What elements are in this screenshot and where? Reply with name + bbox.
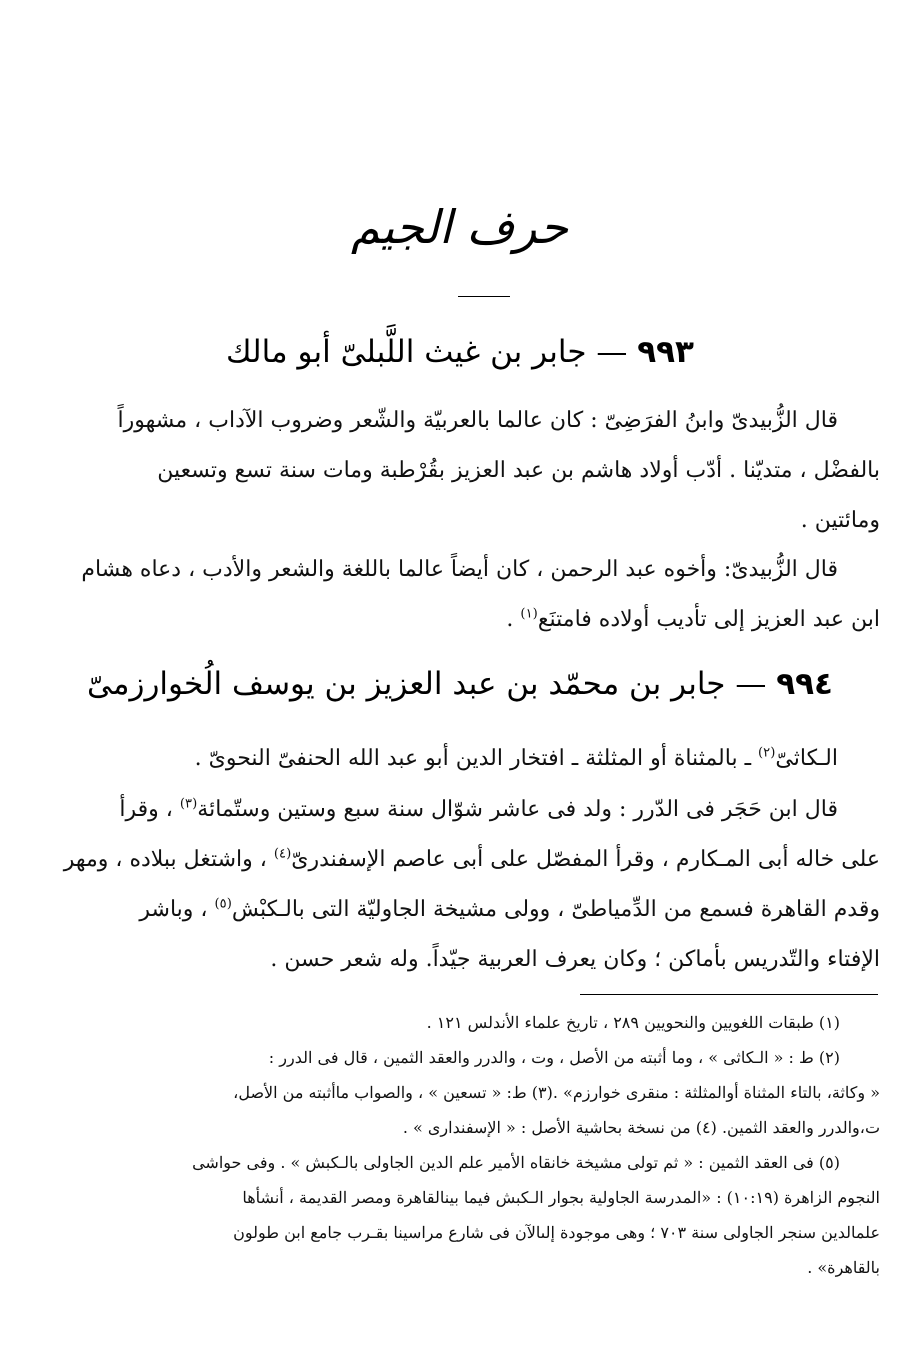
- letter-heading: حرف الجيم: [350, 200, 569, 254]
- entry-993-paragraph-1: [117, 396, 880, 546]
- text-segment: على خاله أبى المـكارم ، وقرأ المفصّل على أبى عاصم الإسفندرىّ: [291, 847, 880, 872]
- footnote-line: (٢) ط : « الـكاثى » ، وما أثبته من الأصل ، وت ، والدرر والعقد الثمين ، قال فى الدرر :: [268, 1048, 840, 1067]
- text-segment: قال ابن حَجَر فى الدّرر : ولد فى عاشر شوّال سنة سبع وستين وستّمائة: [197, 797, 838, 822]
- text-segment: الـكاثىّ: [775, 746, 838, 771]
- footnote-line: ت،والدرر والعقد الثمين. (٤) من نسخة بحاشية الأصل : « الإسفندارى » .: [402, 1118, 880, 1137]
- entry-993-title: [40, 334, 880, 370]
- text-segment: .: [506, 607, 521, 632]
- text-line: [120, 595, 880, 645]
- entry-993-paragraph-2: [81, 545, 880, 645]
- text-line: [120, 734, 880, 784]
- text-line: ومائتين .: [800, 508, 880, 533]
- footnote-line: علمالدين سنجر الجاولى سنة ٧٠٣ ؛ وهى موجودة إلىالآن فى شارع مراسينا بقـرب جامع ابن طولون: [233, 1223, 880, 1242]
- entry-994-paragraph-1: [120, 734, 880, 784]
- footnote-line: (٥) فى العقد الثمين : « ثم تولى مشيخة خانقاه الأمير علم الدين الجاولى بالـكبش » . وفى حواشى: [192, 1153, 840, 1172]
- footnote-line: (١) طبقات اللغويين والنحويين ٢٨٩ ، تاريخ علماء الأندلس ١٢١ .: [426, 1013, 840, 1032]
- footnote-ref-2: (٢): [758, 745, 776, 761]
- footnote-divider: [580, 994, 878, 995]
- text-line: [120, 885, 880, 935]
- text-segment: وقدم القاهرة فسمع من الدِّمياطىّ ، وولى مشيخة الجاوليّة التى بالـكبْش: [231, 897, 880, 922]
- entry-993-name: — جابر بن غيث اللَّبلىّ أبو مالك: [226, 334, 628, 370]
- text-line: [63, 835, 880, 885]
- text-segment: ابن عبد العزيز إلى تأديب أولاده فامتنَع: [537, 607, 880, 632]
- footnote-ref-5: (٥): [214, 896, 232, 912]
- entry-994-number: ٩٩٤: [776, 666, 833, 702]
- entry-993-number: ٩٩٣: [637, 334, 694, 370]
- text-line: [120, 785, 880, 835]
- entry-994-title: [40, 666, 880, 702]
- text-segment: ، وباشر: [139, 897, 215, 922]
- footnote-ref-3: (٣): [179, 796, 198, 812]
- entry-994-name: — جابر بن محمّد بن عبد العزيز بن يوسف الُخوارزمىّ: [87, 666, 767, 702]
- text-line: بالفضْل ، متديّنا . أدّب أولاد هاشم بن عبد العزيز بقُرْطبة ومات سنة تسع وتسعين: [157, 458, 880, 483]
- footnotes: [110, 1005, 880, 1285]
- text-segment: ، واشتغل ببلاده ، ومهر: [63, 847, 274, 872]
- text-segment: ، وقرأ: [119, 797, 180, 822]
- footnote-ref-1: (١): [520, 606, 538, 622]
- heading-divider: [458, 296, 510, 297]
- footnote-line: بالقاهرة» .: [807, 1258, 880, 1277]
- text-line: قال الزُّبيدىّ: وأخوه عبد الرحمن ، كان أيضاً عالما باللغة والشعر والأدب ، دعاه هشام: [81, 557, 838, 582]
- text-line: قال الزُّبيدىّ وابنُ الفرَضِىّ : كان عالما بالعربيّة والشّعر وضروب الآداب ، مشهوراً: [117, 408, 838, 433]
- text-line: الإفتاء والتّدريس بأماكن ؛ وكان يعرف العربية جيّداً. وله شعر حسن .: [270, 947, 880, 972]
- footnote-line: « وكاثة، بالتاء المثناة أوالمثلثة : منقرى خوارزم» .(٣) ط: « تسعين » ، والصواب ماأثبته من الأصل،: [233, 1083, 880, 1102]
- footnote-line: النجوم الزاهرة (١٠:١٩) : «المدرسة الجاولية بجوار الـكبش فيما بينالقاهرة ومصر القديمة ، أنشأها: [242, 1188, 880, 1207]
- entry-994-paragraph-2: [63, 785, 880, 985]
- text-segment: ـ بالمثناة أو المثلثة ـ افتخار الدين أبو عبد الله الحنفىّ النحوىّ .: [194, 746, 759, 771]
- footnote-ref-4: (٤): [273, 846, 292, 862]
